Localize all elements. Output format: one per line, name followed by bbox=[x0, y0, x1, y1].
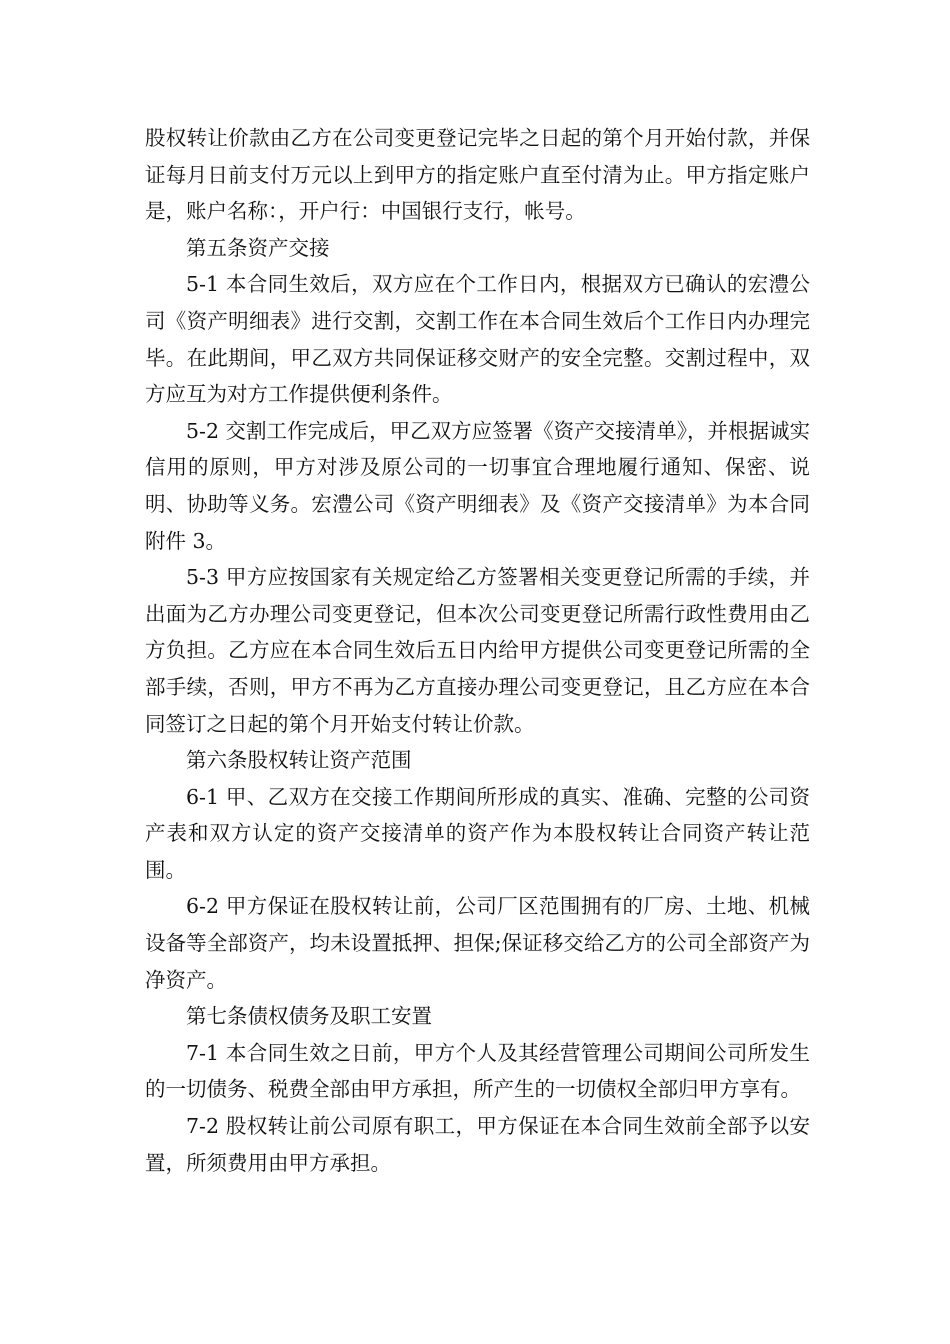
paragraph-7-1: 7-1 本合同生效之日前，甲方个人及其经营管理公司期间公司所发生的一切债务、税费全部由甲方承担，所产生的一切债权全部归甲方享有。 bbox=[145, 1040, 810, 1102]
paragraph-5-3: 5-3 甲方应按国家有关规定给乙方签署相关变更登记所需的手续，并出面为乙方办理公司变更登记，但本次公司变更登记所需行政性费用由乙方负担。乙方应在本合同生效后五日内给甲方提供公司变更登记所需的全部手续，否则，甲方不再为乙方直接办理公司变更登记，且乙方应在本合同签订之日起的第个月开始支付转让价款。 bbox=[145, 565, 810, 736]
paragraph-5-2: 5-2 交割工作完成后，甲乙双方应签署《资产交接清单》，并根据诚实信用的原则，甲方对涉及原公司的一切事宜合理地履行通知、保密、说明、协助等义务。宏澧公司《资产明细表》及《资产交接清单》为本合同附件 3。 bbox=[145, 418, 810, 553]
paragraph-7-2: 7-2 股权转让前公司原有职工，甲方保证在本合同生效前全部予以安置，所须费用由甲方承担。 bbox=[145, 1114, 810, 1175]
document-body bbox=[145, 120, 810, 1181]
paragraph-5-1: 5-1 本合同生效后，双方应在个工作日内，根据双方已确认的宏澧公司《资产明细表》进行交割，交割工作在本合同生效后个工作日内办理完毕。在此期间，甲乙双方共同保证移交财产的安全完整。交割过程中，双方应互为对方工作提供便利条件。 bbox=[145, 272, 810, 407]
heading-article-6: 第六条股权转让资产范围 bbox=[186, 748, 412, 773]
paragraph-6-2: 6-2 甲方保证在股权转让前，公司厂区范围拥有的厂房、土地、机械设备等全部资产，均未设置抵押、担保;保证移交给乙方的公司全部资产为净资产。 bbox=[145, 894, 810, 992]
heading-article-7: 第七条债权债务及职工安置 bbox=[186, 1004, 432, 1029]
paragraph-6-1: 6-1 甲、乙双方在交接工作期间所形成的真实、准确、完整的公司资产表和双方认定的资产交接清单的资产作为本股权转让合同资产转让范围。 bbox=[145, 784, 810, 882]
heading-article-5: 第五条资产交接 bbox=[186, 235, 330, 260]
paragraph-payment-terms: 股权转让价款由乙方在公司变更登记完毕之日起的第个月开始付款，并保证每月日前支付万元以上到甲方的指定账户直至付清为止。甲方指定账户是，账户名称：，开户行：中国银行支行，帐号。 bbox=[145, 126, 810, 224]
